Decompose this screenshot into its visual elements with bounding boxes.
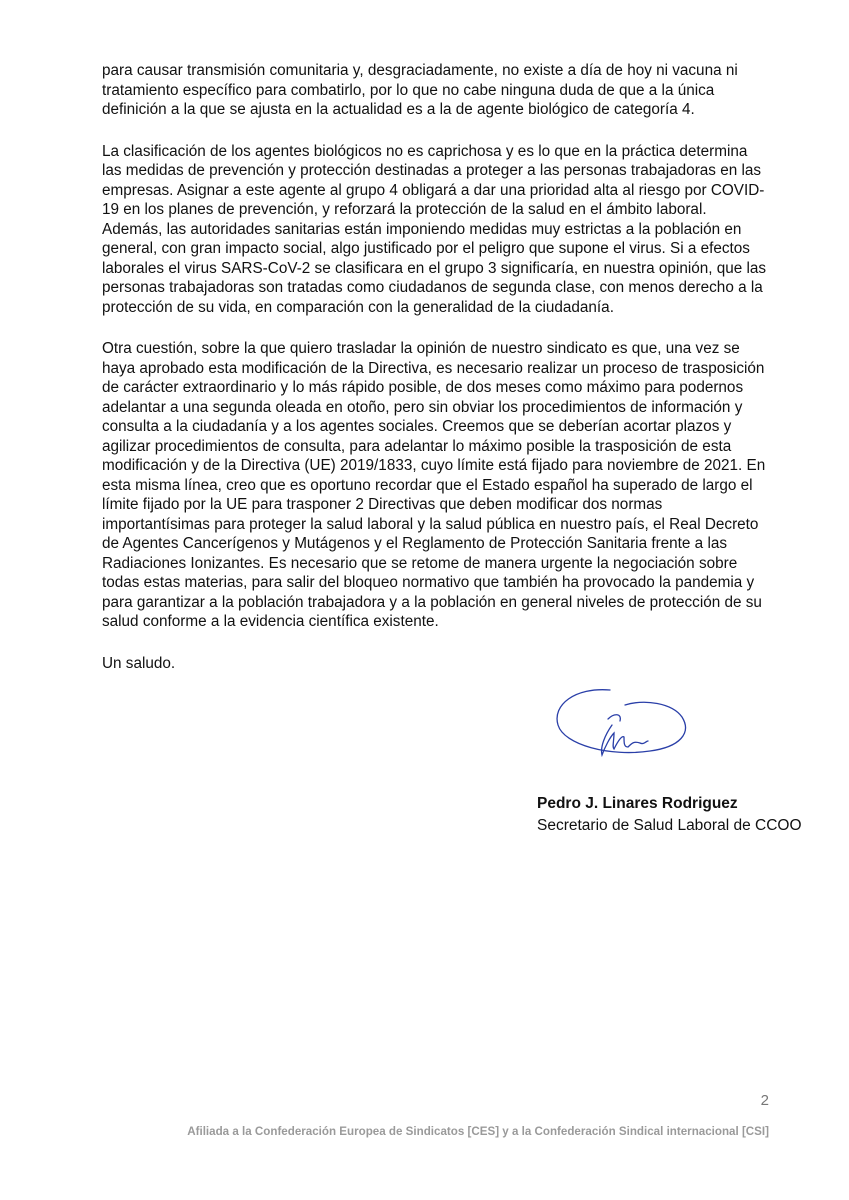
closing-greeting: Un saludo. (102, 654, 176, 672)
handwritten-signature (550, 685, 695, 775)
paragraph-2: La clasificación de los agentes biológicos no es caprichosa y es lo que en la práctica determina las medidas de prevención y protección destinadas a proteger a las personas trabajadoras en las empresas. Asignar a este agente al grupo 4 obligará a dar una prioridad alta al riesgo por COVID-19 en los planes de prevención, y reforzará la protección de la salud en el ámbito laboral. Además, las autoridades sanitarias están imponiendo medidas muy estrictas a la población en general, con gran impacto social, algo justificado por el peligro que supone el virus. Si a efectos laborales el virus SARS-CoV-2 se clasificara en el grupo 3 significaría, en nuestra opinión, que las personas trabajadoras son tratadas como ciudadanos de segunda clase, con menos derecho a la protección de su vida, en comparación con la generalidad de la ciudadanía. (102, 142, 767, 316)
letter-body (102, 61, 768, 695)
signer-name: Pedro J. Linares Rodriguez (537, 795, 738, 812)
paragraph-3: Otra cuestión, sobre la que quiero trasladar la opinión de nuestro sindicato es que, una vez se haya aprobado esta modificación de la Directiva, es necesario realizar un proceso de trasposición de carácter extraordinario y lo más rápido posible, de dos meses como máximo para podernos adelantar a una segunda oleada en otoño, pero sin obviar los procedimientos de información y consulta a la ciudadanía y a los agentes sociales. Creemos que se deberían acortar plazos y agilizar procedimientos de consulta, para adelantar lo máximo posible la trasposición de esta modificación y de la Directiva (UE) 2019/1833, cuyo límite está fijado para noviembre de 2021. En esta misma línea, creo que es oportuno recordar que el Estado español ha superado de largo el límite fijado por la UE para trasponer 2 Directivas que deben modificar dos normas importantísimas para proteger la salud laboral y la salud pública en nuestro país, el Real Decreto de Agentes Cancerígenos y Mutágenos y el Reglamento de Protección Sanitaria frente a las Radiaciones Ionizantes. Es necesario que se retome de manera urgente la negociación sobre todas estas materias, para salir del bloqueo normativo que también ha provocado la pandemia y para garantizar a la población trabajadora y a la población en general niveles de protección de su salud conforme a la evidencia científica existente. (102, 340, 766, 630)
paragraph-1: para causar transmisión comunitaria y, desgraciadamente, no existe a día de hoy ni vacuna ni tratamiento específico para combatirlo, por lo que no cabe ninguna duda de que a la única definición a la que se ajusta en la actualidad es a la de agente biológico de categoría 4. (102, 62, 738, 118)
signature-drawing (550, 685, 695, 775)
page-number: 2 (760, 1092, 769, 1109)
signer-block (537, 793, 802, 837)
footer-affiliation: Afiliada a la Confederación Europea de Sindicatos [CES] y a la Confederación Sindical internacional [CSI] (187, 1125, 769, 1138)
signer-title: Secretario de Salud Laboral de CCOO (537, 817, 802, 834)
